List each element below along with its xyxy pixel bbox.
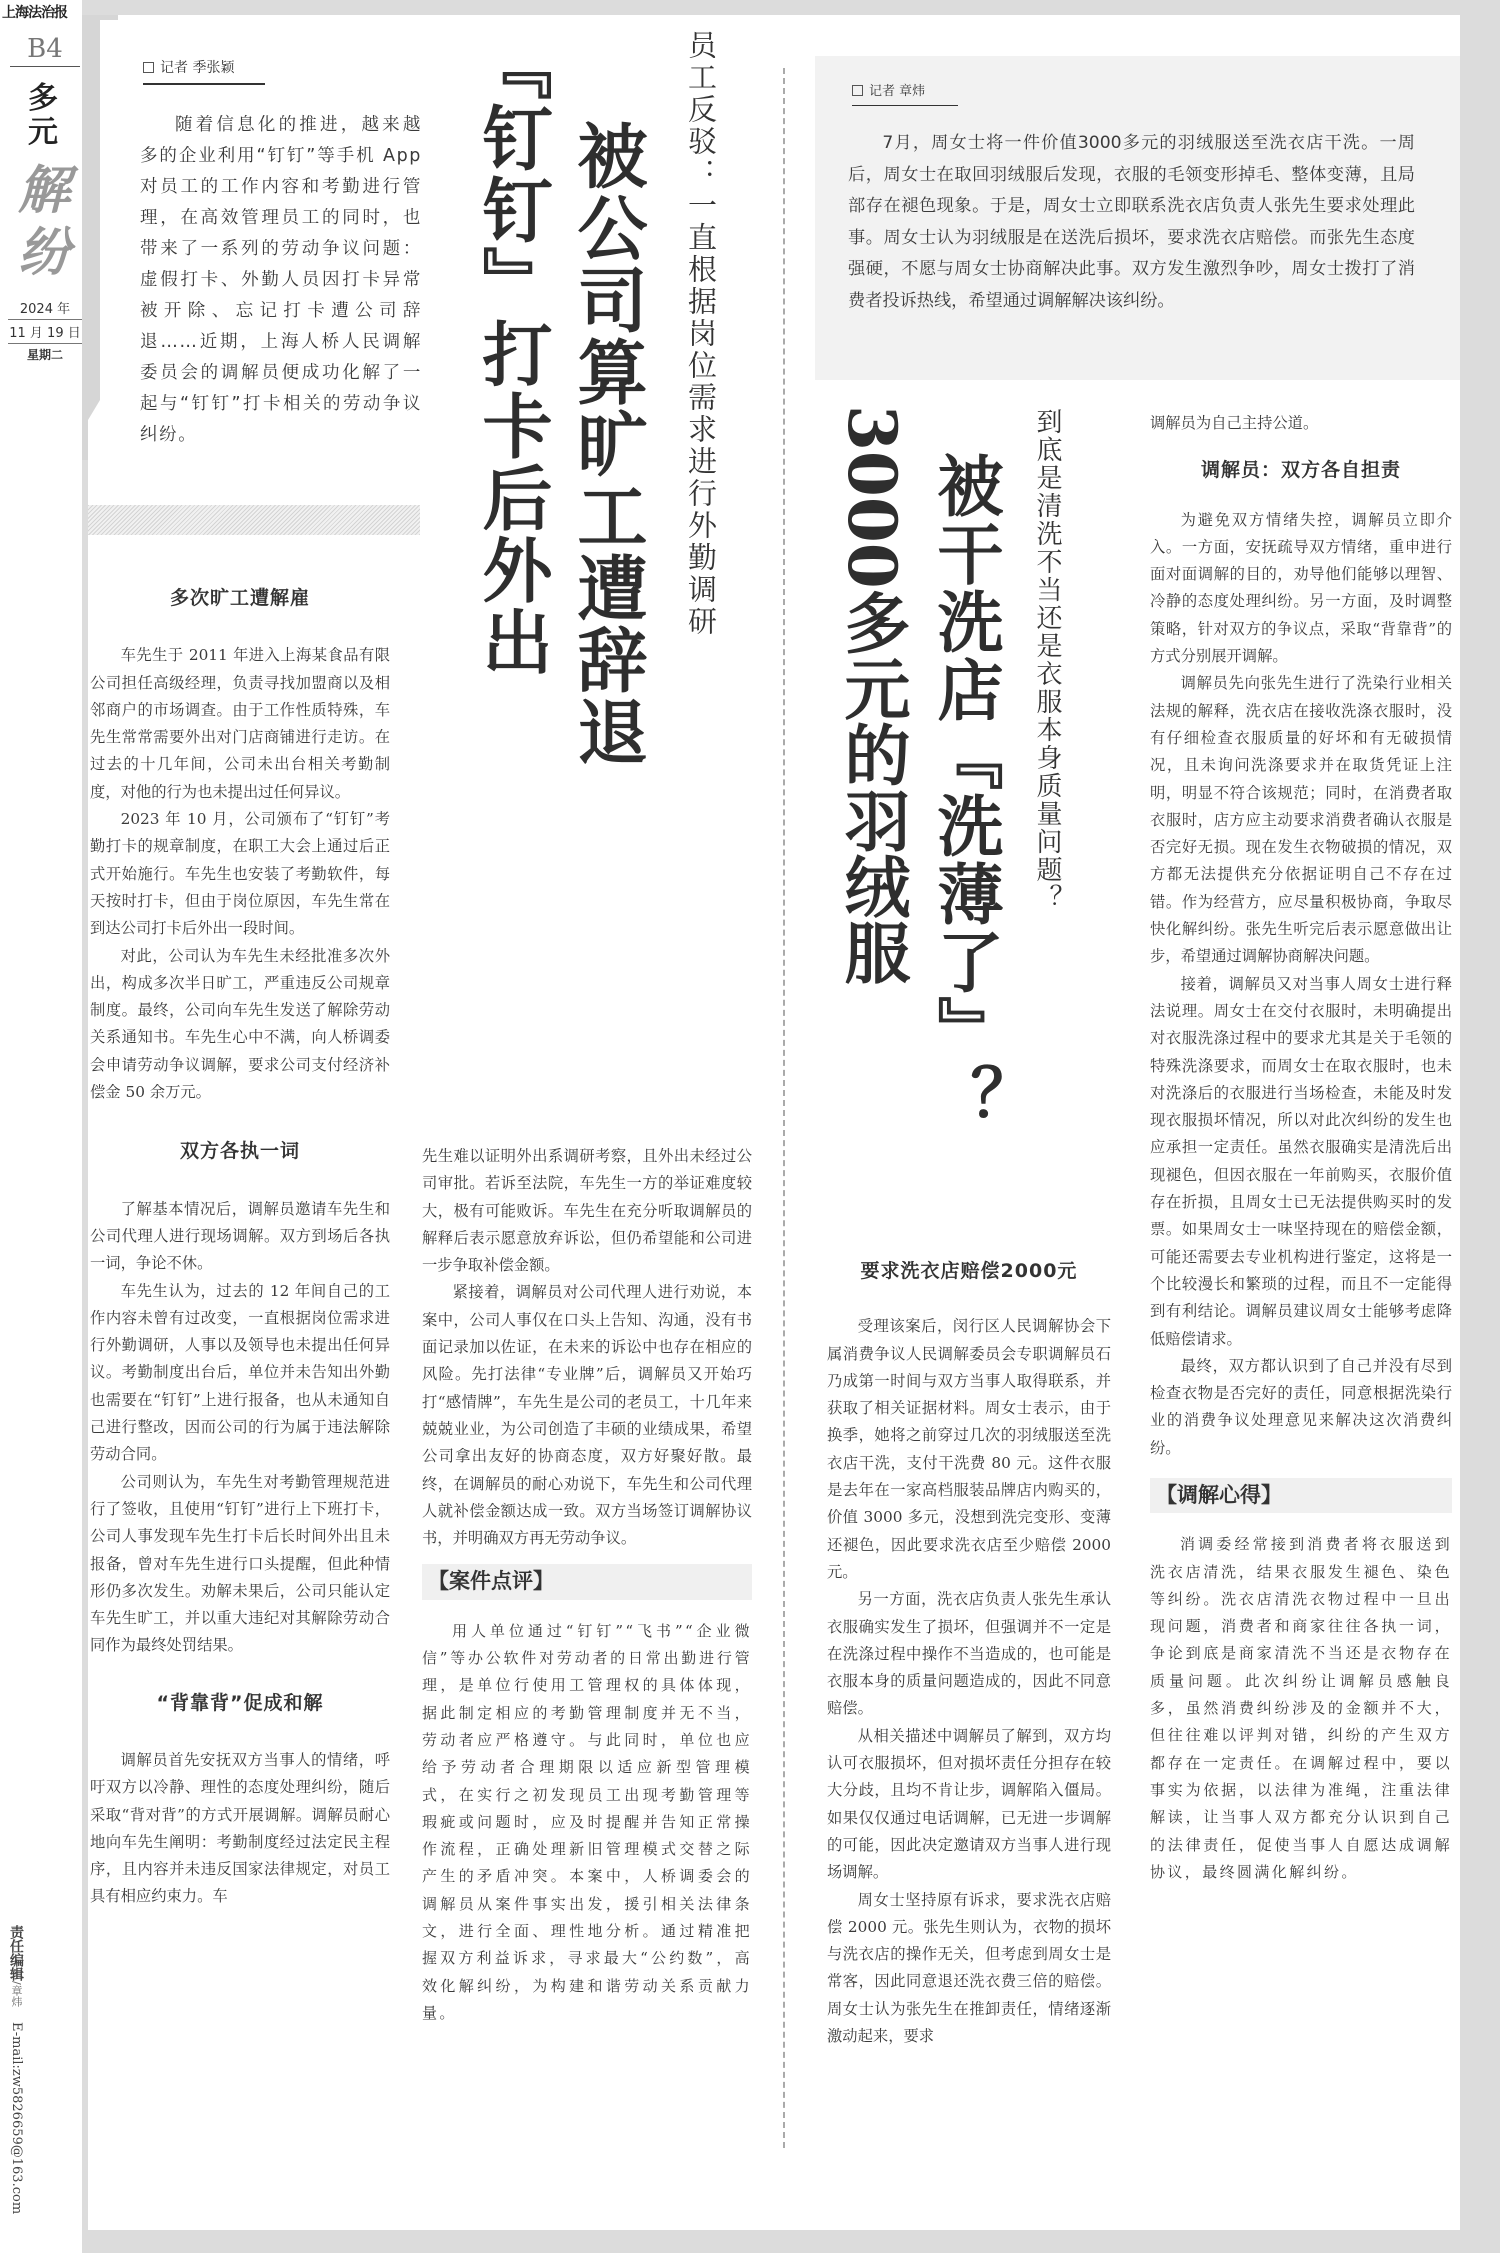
paragraph: 调解员为自己主持公道。 xyxy=(1150,414,1319,432)
frame-corner xyxy=(0,0,160,460)
article2-column-left xyxy=(827,1258,1111,2050)
paragraph: 对此，公司认为车先生未经批准多次外出，构成多次半日旷工，严重违反公司规章制度。最终，公司向车先生发送了解除劳动关系通知书。车先生心中不满，向人桥调委会申请劳动争议调解，要求公司支付经济补偿金 50 余万元。 xyxy=(90,946,390,1102)
article2-title-line2: 3000多元的羽绒服 xyxy=(833,405,911,985)
article2-column-right xyxy=(1150,410,1452,1886)
editor-name: /章炜 xyxy=(10,1981,23,2007)
section-title-secondary: 解纷 xyxy=(17,160,70,283)
editor-email: E-mail:zw5826659@163.com xyxy=(9,2021,24,2214)
issue-year: 2024 年 xyxy=(8,298,82,320)
issue-date: 11 月 19 日 xyxy=(8,322,82,344)
review-heading: 【调解心得】 xyxy=(1150,1478,1452,1513)
paragraph: 为避免双方情绪失控，调解员立即介入。一方面，安抚疏导双方情绪，重申进行面对面调解的目的，劝导他们能够以理智、冷静的态度处理纠纷。另一方面，及时调整策略，针对双方的争议点，采取“背靠背”的方式分别展开调解。 xyxy=(1150,510,1452,666)
editor-info xyxy=(6,1925,26,2235)
paragraph: 最终，双方都认识到了自己并没有尽到检查衣物是否完好的责任，同意根据洗染行业的消费争议处理意见来解决这次消费纠纷。 xyxy=(1150,1356,1452,1457)
paragraph: 车先生于 2011 年进入上海某食品有限公司担任高级经理，负责寻找加盟商以及相邻商户的市场调查。由于工作性质特殊，车先生常常需要外出对门店商铺进行走访。在过去的十几年间，公司未出台相关考勤制度，对他的行为也未提出过任何异议。 xyxy=(90,646,390,801)
paragraph: 受理该案后，闵行区人民调解协会下属消费争议人民调解委员会专职调解员石乃成第一时间与双方当事人取得联系，并获取了相关证据材料。周女士表示，由于换季，她将之前穿过几次的羽绒服送至洗衣店干洗，支付干洗费 80 元。这件衣服是去年在一家高档服装品牌店内购买的，价值 3000 多元，没想到洗完变形、变薄还褪色，因此要求洗衣店至少赔偿 2000 元。 xyxy=(827,1317,1111,1581)
article2-byline-text: 记者 章炜 xyxy=(869,84,926,99)
newspaper-logo: 上海法治报 xyxy=(2,5,67,21)
article2-title-line1: 被干洗店『洗薄了』？ xyxy=(926,452,1004,1132)
issue-weekday: 星期二 xyxy=(26,348,63,362)
paragraph: 周女士坚持原有诉求，要求洗衣店赔偿 2000 元。张先生则认为，衣物的损坏与洗衣店的操作无关，但考虑到周女士是常客，因此同意退还洗衣费三倍的赔偿。周女士认为张先生在推卸责任，情绪逐渐激动起来，要求 xyxy=(827,1890,1111,2046)
section-heading: 要求洗衣店赔偿2000元 xyxy=(860,1260,1078,1282)
paragraph: 2023 年 10 月，公司颁布了“钉钉”考勤打卡的规章制度，在职工大会上通过后正式开始施行。车先生也安装了考勤软件，每天按时打卡，但由于岗位原因，车先生常在到达公司打卡后外出一段时间。 xyxy=(90,810,390,938)
byline-box-icon xyxy=(852,85,863,96)
article2-byline xyxy=(852,80,958,106)
byline-box-icon xyxy=(143,62,154,73)
article1-column-left xyxy=(90,585,390,1911)
editor-label: 责任编辑 xyxy=(8,1925,24,1981)
section-heading: “背靠背”促成和解 xyxy=(156,1691,324,1714)
paragraph: 另一方面，洗衣店负责人张先生承认衣服确实发生了损坏，但强调并不一定是在洗涤过程中操作不当造成的，也可能是衣服本身的质量问题造成的，因此不同意赔偿。 xyxy=(827,1590,1111,1718)
hatch-divider xyxy=(88,505,420,535)
paragraph: 了解基本情况后，调解员邀请车先生和公司代理人进行现场调解。双方到场后各执一词，争论不休。 xyxy=(90,1199,390,1273)
paragraph: 先生难以证明外出系调研考察，且外出未经过公司审批。若诉至法院，车先生一方的举证难度较大，极有可能败诉。车先生在充分听取调解员的解释后表示愿意放弃诉讼，但仍希望能和公司进一步争取补偿金额。 xyxy=(422,1147,752,1275)
paragraph: 调解员先向张先生进行了洗染行业相关法规的解释，洗衣店在接收洗涤衣服时，没有仔细检查衣服质量的好坏和有无破损情况，且未询问洗涤要求并在取货凭证上注明，明显不符合该规范；同时，在消费者取衣服时，店方应主动要求消费者确认衣服是否完好无损。现在发生衣物破损的情况，双方都无法提供充分依据证明自己不存在过错。作为经营方，应尽量积极协商，争取尽快化解纠纷。张先生听完后表示愿意做出让步，希望通过调解协商解决问题。 xyxy=(1150,674,1452,966)
article1-subtitle: 员工反驳：一直根据岗位需求进行外勤调研 xyxy=(684,30,718,638)
paragraph: 从相关描述中调解员了解到，双方均认可衣服损坏，但对损坏责任分担存在较大分歧，且均不肯让步，调解陷入僵局。如果仅仅通过电话调解，已无进一步调解的可能，因此决定邀请双方当事人进行现场调解。 xyxy=(827,1726,1111,1882)
article2-intro xyxy=(848,128,1415,317)
review-text: 消调委经常接到消费者将衣服送到洗衣店清洗，结果衣服发生褪色、染色等纠纷。洗衣店清洗衣物过程中一旦出现问题，消费者和商家往往各执一词，争论到底是商家清洗不当还是衣物存在质量问题。此次纠纷让调解员感触良多，虽然消费纠纷涉及的金额并不大，但往往难以评判对错，纠纷的产生双方都存在一定责任。在调解过程中，要以事实为依据，以法律为准绳，注重法律解读，让当事人双方都充分认识到自己的法律责任，促使当事人自愿达成调解协议，最终圆满化解纠纷。 xyxy=(1150,1535,1452,1881)
paragraph: 调解员首先安抚双方当事人的情绪，呼吁双方以冷静、理性的态度处理纠纷，随后采取“背对背”的方式开展调解。调解员耐心地向车先生阐明：考勤制度经过法定民主程序，且内容并未违反国家法律规定，对员工具有相应约束力。车 xyxy=(90,1750,390,1906)
article1-byline xyxy=(143,57,265,85)
paragraph: 公司则认为，车先生对考勤管理规范进行了签收，且使用“钉钉”进行上下班打卡，公司人事发现车先生打卡后长时间外出且未报备，曾对车先生进行口头提醒，但此种情形仍多次发生。劝解未果后，公司只能认定车先生旷工，并以重大违纪对其解除劳动合同作为最终处罚结果。 xyxy=(90,1472,390,1655)
page-number: B4 xyxy=(10,34,80,67)
article1-byline-text: 记者 季张颖 xyxy=(160,60,235,76)
review-text: 用人单位通过“钉钉”“飞书”“企业微信”等办公软件对劳动者的日常出勤进行管理，是单位行使用工管理权的具体体现，据此制定相应的考勤管理制度并无不当，劳动者应严格遵守。与此同时，单位也应给予劳动者合理期限以适应新型管理模式，在实行之初发现员工出现考勤管理等瑕疵或问题时，应及时提醒并告知正常操作流程，正确处理新旧管理模式交替之际产生的矛盾冲突。本案中，人桥调委会的调解员从案件事实出发，援引相关法律条文，进行全面、理性地分析。通过精准把握双方利益诉求，寻求最大“公约数”，高效化解纠纷，为构建和谐劳动关系贡献力量。 xyxy=(422,1621,752,2022)
review-heading: 【案件点评】 xyxy=(422,1564,752,1599)
paragraph: 7月，周女士将一件价值3000多元的羽绒服送至洗衣店干洗。一周后，周女士在取回羽绒服后发现，衣服的毛领变形掉毛、整体变薄，且局部存在褪色现象。于是，周女士立即联系洗衣店负责人张先生要求处理此事。周女士认为羽绒服是在送洗后损坏，要求洗衣店赔偿。而张先生态度强硬，不愿与周女士协商解决此事。双方发生激烈争吵，周女士拨打了消费者投诉热线，希望通过调解解决该纠纷。 xyxy=(848,133,1415,311)
article1-title-line1: 被公司算旷工遭辞退 xyxy=(566,120,649,768)
article2-subtitle: 到底是清洗不当还是衣服本身质量问题？ xyxy=(1032,408,1062,912)
article-divider xyxy=(783,68,785,2148)
paragraph: 接着，调解员又对当事人周女士进行释法说理。周女士在交付衣服时，未明确提出对衣服洗涤过程中的要求尤其是关于毛领的特殊洗涤要求，而周女士在取衣服时，也未对洗涤后的衣服进行当场检查，未能及时发现衣服损坏情况，所以对此次纠纷的发生也应承担一定责任。虽然衣服确实是清洗后出现褪色，但因衣服在一年前购买，衣服价值存在折损，且周女士已无法提供购买时的发票。如果周女士一味坚持现在的赔偿金额，可能还需要去专业机构进行鉴定，这将是一个比较漫长和繁琐的过程，而且不一定能得到有利结论。调解员建议周女士能够考虑降低赔偿请求。 xyxy=(1150,974,1452,1348)
section-title-primary: 多元 xyxy=(28,81,58,150)
article1-title-line2: 『钉钉』打卡后外出 xyxy=(471,30,554,678)
section-heading: 双方各执一词 xyxy=(179,1140,300,1163)
article1-lead: 随着信息化的推进，越来越多的企业利用“钉钉”等手机 App 对员工的工作内容和考勤进行管理，在高效管理员工的同时，也带来了一系列的劳动争议问题：虚假打卡、外勤人员因打卡异常被开除、忘记打卡遭公司辞退……近期，上海人桥人民调解委员会的调解员便成功化解了一起与“钉钉”打卡相关的劳动争议纠纷。 xyxy=(140,115,422,445)
section-heading: 调解员：双方各自担责 xyxy=(1200,459,1401,482)
paragraph: 紧接着，调解员对公司代理人进行劝说，本案中，公司人事仅在口头上告知、沟通，没有书面记录加以佐证，在未来的诉讼中也存在相应的风险。先打法律“专业牌”后，调解员又开始巧打“感情牌”，车先生是公司的老员工，十几年来兢兢业业，为公司创造了丰硕的业绩成果，希望公司拿出友好的协商态度，双方好聚好散。最终，在调解员的耐心劝说下，车先生和公司代理人就补偿金额达成一致。双方当场签订调解协议书，并明确双方再无劳动争议。 xyxy=(422,1283,752,1548)
paragraph: 车先生认为，过去的 12 年间自己的工作内容未曾有过改变，一直根据岗位需求进行外勤调研，人事以及领导也未提出任何异议。考勤制度出台后，单位并未告知出外勤也需要在“钉钉”上进行报备，也从未通知自己进行整改，因而公司的行为属于违法解除劳动合同。 xyxy=(90,1281,390,1464)
article1-column-right xyxy=(422,1143,752,2027)
section-heading: 多次旷工遭解雇 xyxy=(169,587,310,609)
